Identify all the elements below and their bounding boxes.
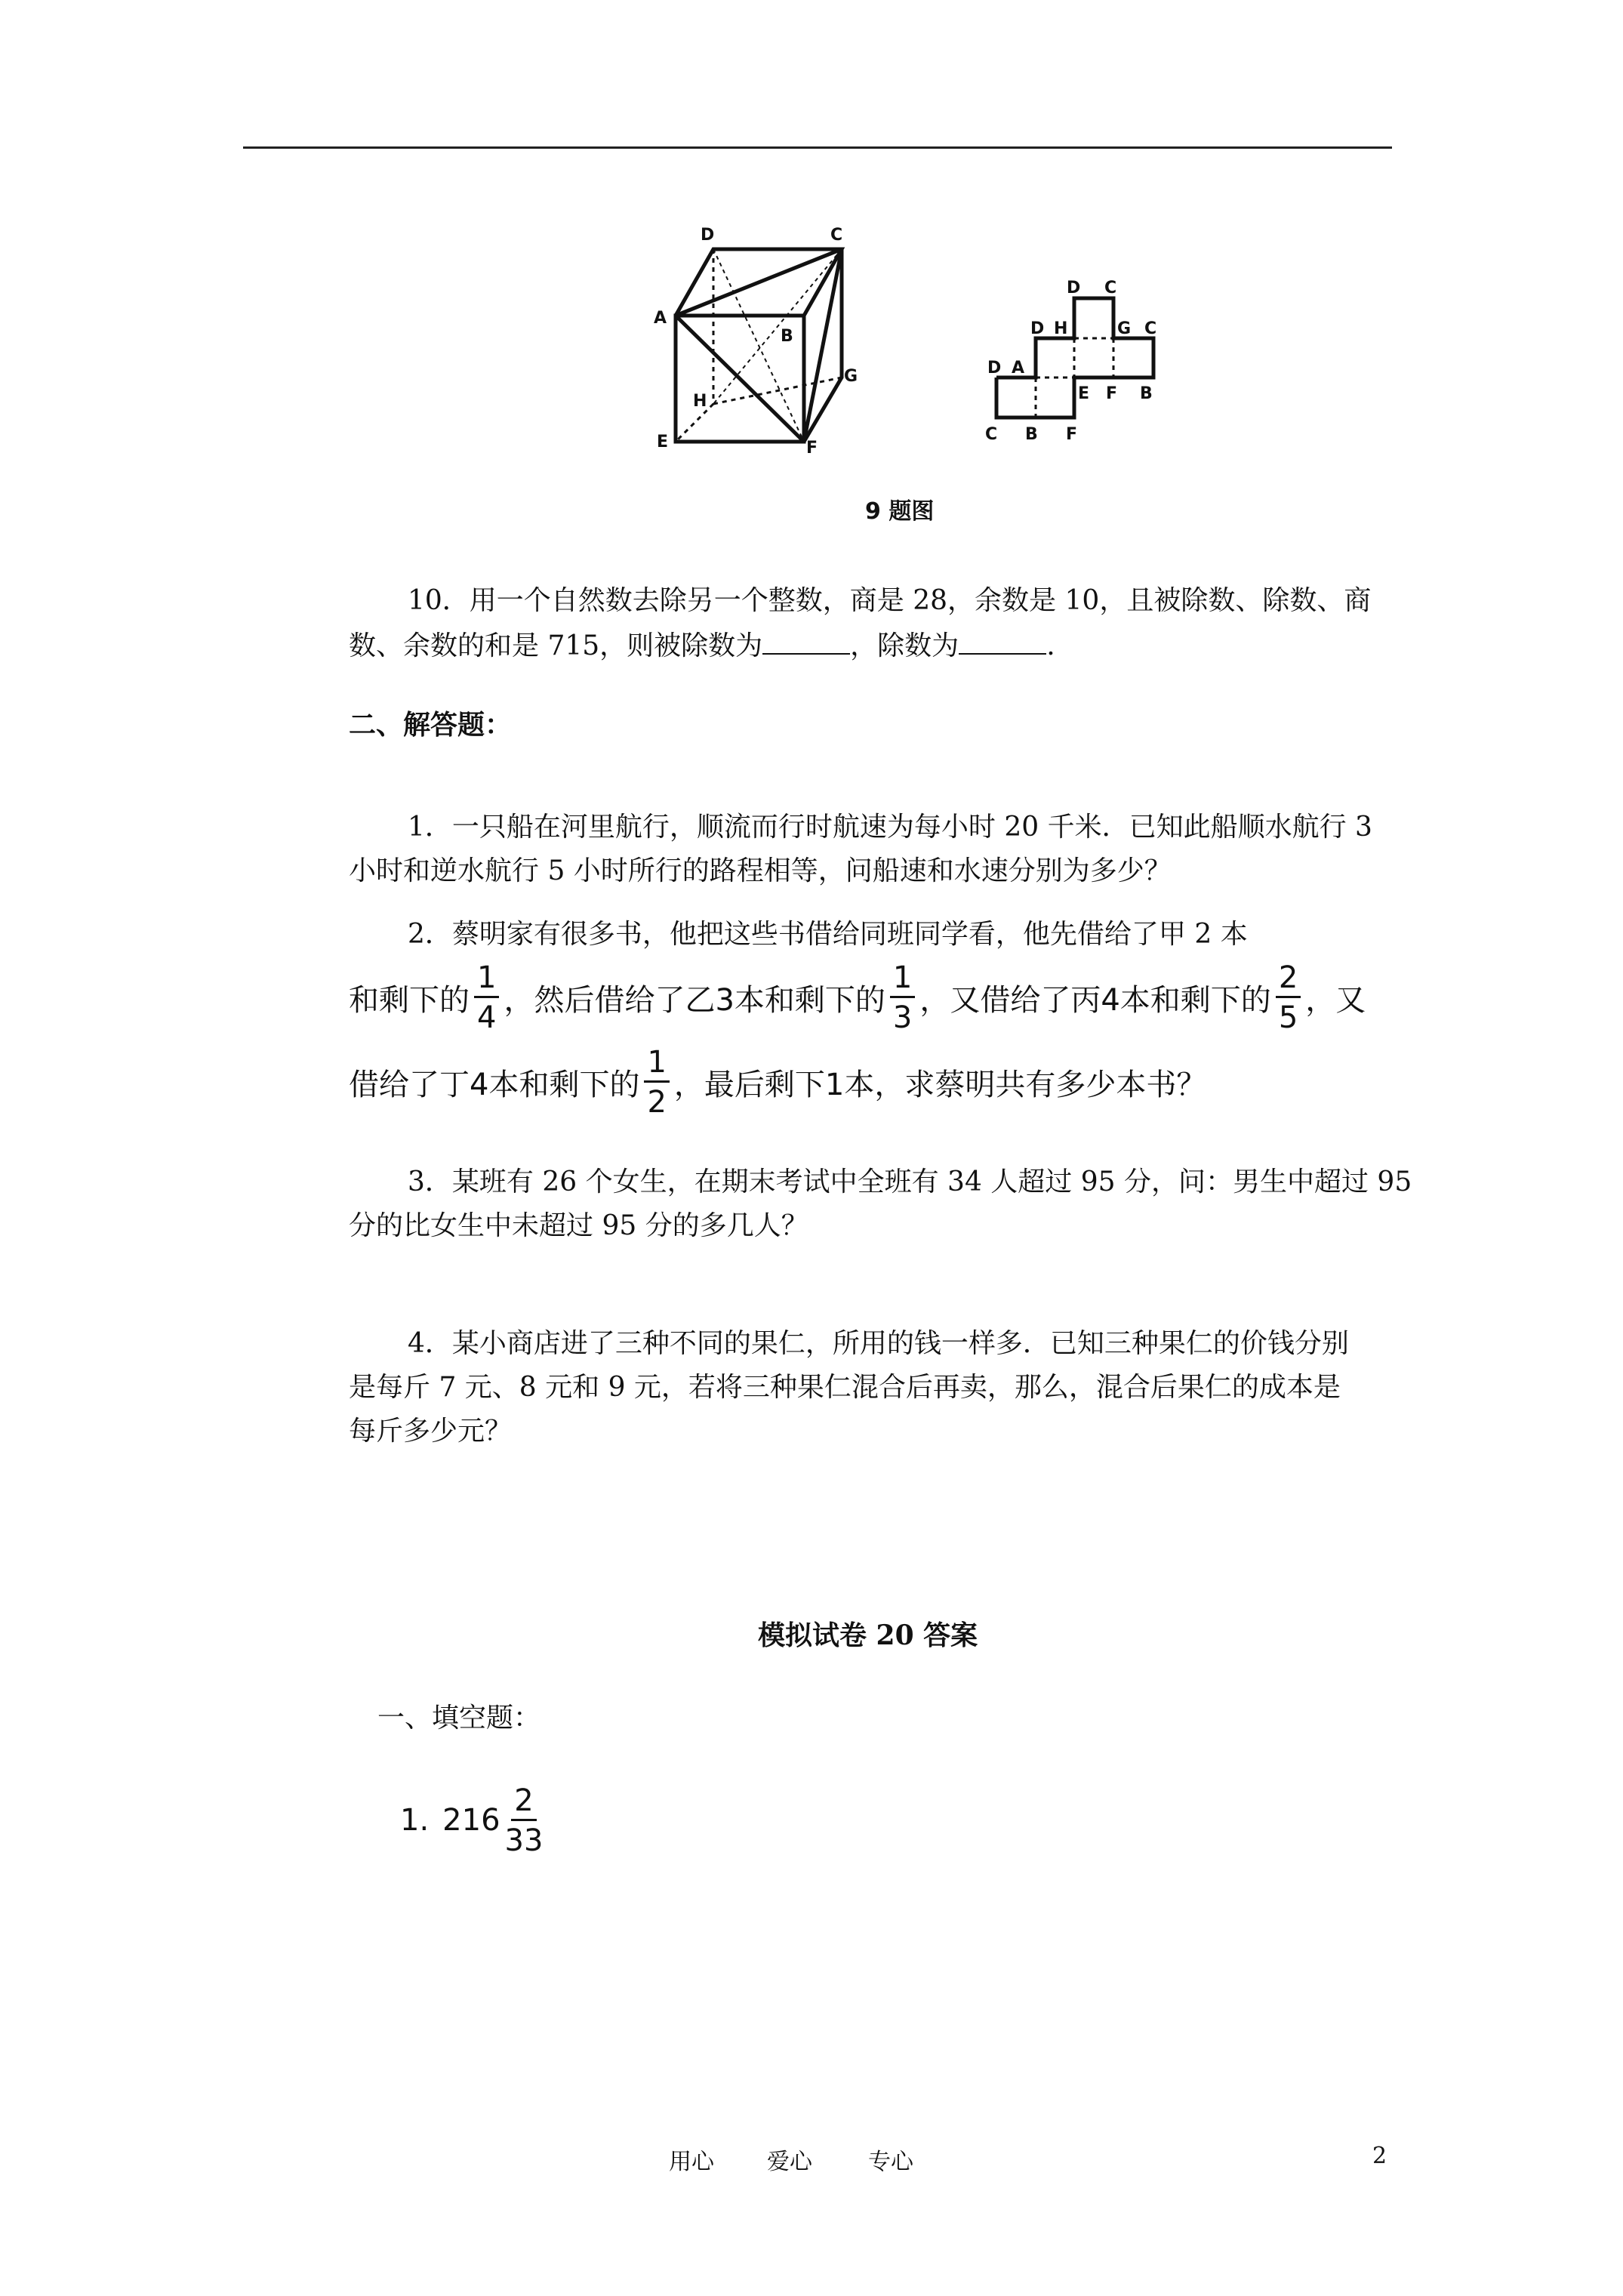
problem1-line2: 小时和逆水航行 5 小时所行的路程相等，问船速和水速分别为多少？ [349, 855, 1172, 886]
p2-text: ，最后剩下1本，求蔡明共有多少本书？ [673, 1067, 1207, 1102]
net-label: F [1106, 384, 1118, 403]
q10-text-b: ，除数为 [850, 630, 959, 661]
net-label: F [1066, 425, 1078, 444]
problem4-line1: 4．某小商店进了三种不同的果仁，所用的钱一样多．已知三种果仁的价钱分别 [408, 1328, 1349, 1359]
question-9-figure [0, 0, 1623, 529]
cube-label-a: A [654, 309, 667, 328]
p2-text: 和剩下的 [349, 982, 470, 1018]
answer-blank-divisor [959, 632, 1046, 655]
net-label: C [1104, 279, 1117, 297]
answer-index: 1. [400, 1803, 430, 1838]
q10-line2 [349, 624, 1055, 669]
q10-text-a: 数、余数的和是 715，则被除数为 [349, 630, 763, 661]
answer-blank-dividend [762, 632, 850, 655]
answer-whole: 216 [442, 1803, 500, 1838]
footer-right: 专心 [868, 2149, 913, 2175]
section2-title: 二、解答题： [349, 709, 513, 741]
fraction: $\frac{1}{2}$ [644, 1047, 669, 1117]
net-label: B [1140, 384, 1153, 403]
cube-label-h: H [693, 392, 707, 411]
net-label: E [1078, 384, 1090, 403]
cube-label-g: G [844, 367, 858, 386]
p2-text: ，然后借给了乙3本和剩下的 [504, 982, 885, 1018]
figure-caption: 9 题图 [865, 498, 935, 525]
net-label: B [1025, 425, 1038, 444]
fraction: $\frac{2}{33}$ [504, 1783, 544, 1858]
problem3-line2: 分的比女生中未超过 95 分的多几人？ [349, 1210, 808, 1241]
fraction: $\frac{1}{3}$ [890, 963, 915, 1033]
answers-title: 模拟试卷 20 答案 [758, 1620, 978, 1651]
page-number: 2 [1372, 2143, 1387, 2169]
cube-label-d: D [701, 226, 715, 245]
problem4-line3: 每斤多少元？ [349, 1416, 513, 1447]
cube-label-e: E [657, 433, 669, 451]
answers-section1: 一、填空题： [377, 1703, 541, 1734]
cube-label-c: C [830, 226, 843, 245]
problem1-line1: 1．一只船在河里航行，顺流而行时航速为每小时 20 千米．已知此船顺水航行 3 [408, 812, 1372, 843]
cube-label-f: F [806, 439, 818, 458]
cube-diagram [676, 249, 842, 442]
q10-text-c: . [1046, 630, 1055, 661]
fraction: $\frac{2}{5}$ [1276, 963, 1301, 1033]
net-label: A [1012, 359, 1025, 378]
answer-1 [400, 1779, 547, 1862]
problem2-line3 [349, 1040, 1206, 1123]
p2-text: ，又借给了丙4本和剩下的 [919, 982, 1271, 1018]
fraction: $\frac{1}{4}$ [474, 963, 499, 1033]
cube-label-b: B [781, 327, 793, 346]
net-label: C [985, 425, 998, 444]
net-label: D [1030, 319, 1045, 338]
net-label: D [1067, 279, 1081, 297]
net-label: D [987, 359, 1002, 378]
q10-line1: 10．用一个自然数去除另一个整数，商是 28，余数是 10，且被除数、除数、商 [408, 585, 1372, 616]
net-label: G [1117, 319, 1132, 338]
p2-text: ，又 [1305, 982, 1366, 1018]
footer-mid: 爱心 [767, 2149, 812, 2175]
footer-left: 用心 [669, 2149, 714, 2175]
problem4-line2: 是每斤 7 元、8 元和 9 元，若将三种果仁混合后再卖，那么，混合后果仁的成本是 [349, 1372, 1341, 1403]
problem2-line1: 2．蔡明家有很多书，他把这些书借给同班同学看，他先借给了甲 2 本 [408, 919, 1248, 950]
cube-labels [654, 226, 858, 458]
problem2-line2 [349, 956, 1366, 1039]
net-label: C [1144, 319, 1157, 338]
cube-net-diagram [996, 298, 1153, 418]
net-label: H [1054, 319, 1068, 338]
problem3-line1: 3．某班有 26 个女生，在期末考试中全班有 34 人超过 95 分，问：男生中超过 95 [408, 1166, 1412, 1197]
p2-text: 借给了丁4本和剩下的 [349, 1067, 640, 1102]
